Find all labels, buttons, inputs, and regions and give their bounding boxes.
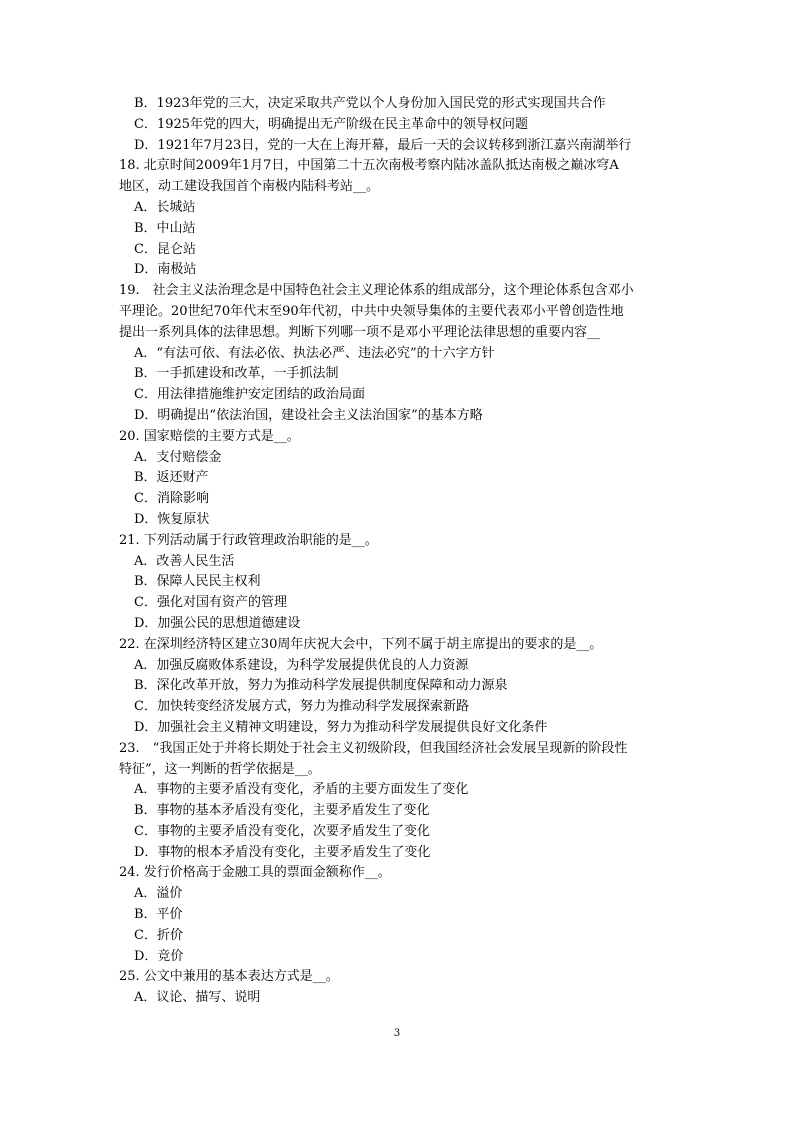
answer-option: B．平价 — [134, 907, 183, 923]
answer-option: A．事物的主要矛盾没有变化，矛盾的主要方面发生了变化 — [134, 782, 469, 798]
answer-option: C．加快转变经济发展方式，努力为推动科学发展探索新路 — [134, 699, 469, 715]
question-text-line: 21. 下列活动属于行政管理政治职能的是__。 — [119, 532, 378, 548]
question-text-line: 20. 国家赔偿的主要方式是__。 — [119, 428, 300, 444]
answer-option: B．一手抓建设和改革，一手抓法制 — [134, 366, 339, 382]
answer-option: A．“有法可依、有法必依、执法必严、违法必究”的十六字方针 — [134, 345, 495, 361]
question-text-line: 平理论。20世纪70年代末至90年代初，中共中央领导集体的主要代表邓小平曾创造性地 — [119, 303, 624, 319]
answer-option: A．长城站 — [134, 199, 196, 215]
answer-option: C．强化对国有资产的管理 — [134, 595, 287, 611]
question-text-line: 23. “我国正处于并将长期处于社会主义初级阶段，但我国经济社会发展呈现新的阶段性 — [119, 740, 628, 756]
answer-option: D．事物的根本矛盾没有变化，主要矛盾发生了变化 — [134, 844, 431, 860]
answer-option: B．深化改革开放，努力为推动科学发展提供制度保障和动力源泉 — [134, 678, 508, 694]
question-text-line: 24. 发行价格高于金融工具的票面金额称作__。 — [119, 865, 391, 881]
answer-option: D．加强社会主义精神文明建设，努力为推动科学发展提供良好文化条件 — [134, 719, 548, 735]
answer-option: C．消除影响 — [134, 491, 209, 507]
answer-option: D．南极站 — [134, 262, 197, 278]
answer-option: B．中山站 — [134, 220, 196, 236]
answer-option: B．1923年党的三大，决定采取共产党以个人身份加入国民党的形式实现国共合作 — [134, 96, 606, 111]
answer-option: D．加强公民的思想道德建设 — [134, 615, 301, 631]
answer-option: D．恢复原状 — [134, 511, 210, 527]
question-text-line: 25. 公文中兼用的基本表达方式是__。 — [119, 969, 339, 985]
question-text-line: 19. 社会主义法治理念是中国特色社会主义理论体系的组成部分，这个理论体系包含邓小 — [119, 283, 634, 299]
answer-option: A．议论、描写、说明 — [134, 990, 261, 1006]
answer-option: C．昆仑站 — [134, 241, 196, 257]
answer-option: D．1921年7月23日，党的一大在上海开幕，最后一天的会议转移到浙江嘉兴南湖举行 — [134, 137, 632, 153]
answer-option: D．竞价 — [134, 948, 184, 964]
answer-option: B．事物的基本矛盾没有变化，主要矛盾发生了变化 — [134, 803, 430, 819]
answer-option: C．折价 — [134, 927, 183, 943]
question-text-line: 18. 北京时间2009年1月7日，中国第二十五次南极考察内陆冰盖队抵达南极之巅冰穹A — [119, 158, 619, 174]
answer-option: C．1925年党的四大，明确提出无产阶级在民主革命中的领导权问题 — [134, 116, 529, 132]
question-text-line: 特征”，这一判断的哲学依据是__。 — [119, 761, 321, 777]
answer-option: C．用法律措施维护安定团结的政治局面 — [134, 387, 365, 403]
answer-option: A．支付赔偿金 — [134, 449, 222, 465]
question-text-line: 提出一系列具体的法律思想。判断下列哪一项不是邓小平理论法律思想的重要内容__ — [119, 324, 601, 340]
answer-option: A．溢价 — [134, 886, 183, 902]
answer-option: B．返还财产 — [134, 470, 209, 486]
answer-option: C．事物的主要矛盾没有变化，次要矛盾发生了变化 — [134, 823, 430, 839]
answer-option: A．加强反腐败体系建设，为科学发展提供优良的人力资源 — [134, 657, 469, 673]
answer-option: D．明确提出“依法治国，建设社会主义法治国家”的基本方略 — [134, 407, 483, 423]
answer-option: A．改善人民生活 — [134, 553, 235, 569]
answer-option: B．保障人民民主权利 — [134, 574, 261, 590]
question-text-line: 22. 在深圳经济特区建立30周年庆祝大会中，下列不属于胡主席提出的要求的是__。 — [119, 636, 603, 652]
question-text-line: 地区，动工建设我国首个南极内陆科考站__。 — [119, 179, 380, 195]
page-number: 3 — [393, 1028, 401, 1039]
question-list — [0, 94, 794, 1009]
